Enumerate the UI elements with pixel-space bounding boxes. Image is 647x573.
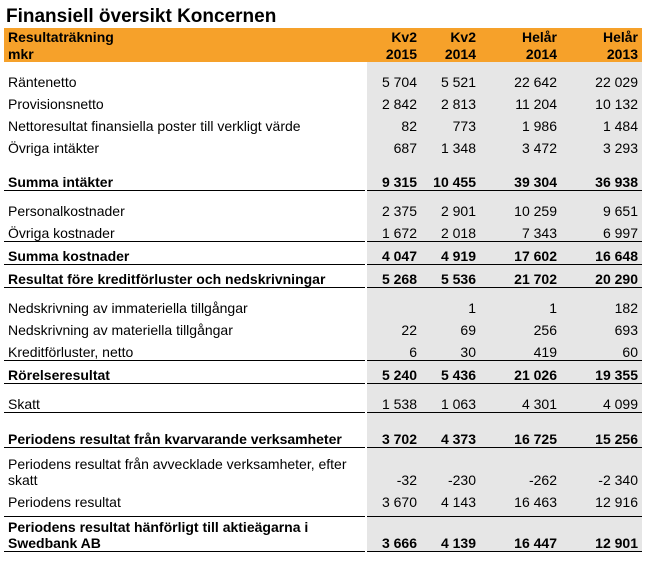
row-value: 2 018 bbox=[421, 219, 480, 242]
row-value: 36 938 bbox=[561, 156, 642, 191]
row-value: 3 472 bbox=[480, 134, 561, 156]
row-value: 5 536 bbox=[421, 265, 480, 288]
row-value: 1 bbox=[480, 294, 561, 316]
header-label: Resultaträkning bbox=[4, 28, 366, 45]
table-row bbox=[4, 134, 642, 156]
row-label: Nettoresultat finansiella poster till verkligt värde bbox=[8, 118, 301, 134]
row-label: Skatt bbox=[8, 396, 40, 412]
row-value: 21 026 bbox=[480, 361, 561, 384]
row-value: 1 538 bbox=[366, 390, 421, 413]
row-value: 1 bbox=[421, 294, 480, 316]
row-value: 6 997 bbox=[561, 219, 642, 242]
row-value: 39 304 bbox=[480, 156, 561, 191]
table-row bbox=[4, 488, 642, 510]
table-row bbox=[4, 197, 642, 219]
header-col-4: Helår bbox=[561, 28, 642, 45]
row-value: 419 bbox=[480, 338, 561, 361]
row-label: Övriga intäkter bbox=[8, 140, 100, 156]
row-value: 687 bbox=[366, 134, 421, 156]
row-label: Summa kostnader bbox=[4, 242, 366, 265]
table-row bbox=[4, 517, 642, 552]
row-value: 4 919 bbox=[421, 242, 480, 265]
row-value: 693 bbox=[561, 316, 642, 338]
row-value: 30 bbox=[421, 338, 480, 361]
table-row bbox=[4, 338, 642, 361]
table-row bbox=[4, 112, 642, 134]
row-value: 1 484 bbox=[561, 112, 642, 134]
table-row bbox=[4, 265, 642, 288]
row-value: 5 704 bbox=[366, 68, 421, 90]
row-value: 1 348 bbox=[421, 134, 480, 156]
row-value: 12 916 bbox=[561, 488, 642, 510]
row-value: 9 315 bbox=[366, 156, 421, 191]
table-row bbox=[4, 219, 642, 242]
row-value: 4 143 bbox=[421, 488, 480, 510]
row-value: 2 842 bbox=[366, 90, 421, 112]
header-year-3: 2014 bbox=[480, 45, 561, 62]
header-row-year bbox=[4, 45, 642, 62]
row-label: Resultat före kreditförluster och nedskrivningar bbox=[4, 265, 366, 288]
row-value: 182 bbox=[561, 294, 642, 316]
row-value: 16 463 bbox=[480, 488, 561, 510]
row-label: Periodens resultat från kvarvarande verksamheter bbox=[4, 413, 366, 448]
row-value: -32 bbox=[366, 454, 421, 488]
row-value: 773 bbox=[421, 112, 480, 134]
row-value: 5 436 bbox=[421, 361, 480, 384]
row-value: 2 901 bbox=[421, 197, 480, 219]
row-value bbox=[366, 294, 421, 316]
header-year-1: 2015 bbox=[366, 45, 421, 62]
row-value: 19 355 bbox=[561, 361, 642, 384]
row-value: 69 bbox=[421, 316, 480, 338]
row-value: 1 672 bbox=[366, 219, 421, 242]
row-value: 3 702 bbox=[366, 413, 421, 448]
row-value: 3 670 bbox=[366, 488, 421, 510]
row-value: 11 204 bbox=[480, 90, 561, 112]
row-value: 2 813 bbox=[421, 90, 480, 112]
row-value: 1 063 bbox=[421, 390, 480, 413]
row-value: -230 bbox=[421, 454, 480, 488]
row-value: 2 375 bbox=[366, 197, 421, 219]
row-value: -2 340 bbox=[561, 454, 642, 488]
table-row bbox=[4, 390, 642, 413]
row-value: 20 290 bbox=[561, 265, 642, 288]
row-value: 7 343 bbox=[480, 219, 561, 242]
row-value: 16 447 bbox=[480, 517, 561, 552]
header-col-3: Helår bbox=[480, 28, 561, 45]
row-value: 6 bbox=[366, 338, 421, 361]
row-value: 10 259 bbox=[480, 197, 561, 219]
row-value: 5 240 bbox=[366, 361, 421, 384]
row-value: 15 256 bbox=[561, 413, 642, 448]
row-value: 3 666 bbox=[366, 517, 421, 552]
row-value: 60 bbox=[561, 338, 642, 361]
row-value: 4 373 bbox=[421, 413, 480, 448]
row-value: 5 521 bbox=[421, 68, 480, 90]
row-value: 10 132 bbox=[561, 90, 642, 112]
table-row bbox=[4, 294, 642, 316]
table-body bbox=[4, 68, 642, 552]
table-row bbox=[4, 242, 642, 265]
table-row bbox=[4, 90, 642, 112]
row-value: 3 293 bbox=[561, 134, 642, 156]
row-value: 5 268 bbox=[366, 265, 421, 288]
row-value: 82 bbox=[366, 112, 421, 134]
table-row bbox=[4, 454, 642, 488]
table-row bbox=[4, 68, 642, 90]
row-value: 10 455 bbox=[421, 156, 480, 191]
header-year-2: 2014 bbox=[421, 45, 480, 62]
header-year-4: 2013 bbox=[561, 45, 642, 62]
row-value: 22 bbox=[366, 316, 421, 338]
row-label: Rörelseresultat bbox=[4, 361, 366, 384]
row-value: -262 bbox=[480, 454, 561, 488]
row-label: Periodens resultat hänförligt till aktieägarna i Swedbank AB bbox=[4, 517, 366, 552]
row-value: 16 648 bbox=[561, 242, 642, 265]
row-label: Nedskrivning av immateriella tillgångar bbox=[8, 300, 248, 316]
row-value: 12 901 bbox=[561, 517, 642, 552]
header-col-2: Kv2 bbox=[421, 28, 480, 45]
row-value: 4 139 bbox=[421, 517, 480, 552]
row-label: Periodens resultat från avvecklade verksamheter, efter skatt bbox=[8, 456, 347, 488]
row-value: 22 642 bbox=[480, 68, 561, 90]
row-value: 17 602 bbox=[480, 242, 561, 265]
row-label: Personalkostnader bbox=[8, 203, 125, 219]
income-statement-table bbox=[4, 28, 642, 552]
row-label: Periodens resultat bbox=[8, 494, 121, 510]
row-label: Provisionsnetto bbox=[8, 96, 104, 112]
row-value: 256 bbox=[480, 316, 561, 338]
row-value: 16 725 bbox=[480, 413, 561, 448]
header-row-period bbox=[4, 28, 642, 45]
header-unit: mkr bbox=[4, 45, 366, 62]
table-row bbox=[4, 156, 642, 191]
row-value: 1 986 bbox=[480, 112, 561, 134]
table-row bbox=[4, 361, 642, 384]
row-value: 4 047 bbox=[366, 242, 421, 265]
row-label: Räntenetto bbox=[8, 74, 77, 90]
row-label: Kreditförluster, netto bbox=[8, 344, 134, 360]
row-value: 4 099 bbox=[561, 390, 642, 413]
header-col-1: Kv2 bbox=[366, 28, 421, 45]
row-label: Nedskrivning av materiella tillgångar bbox=[8, 322, 233, 338]
table-row bbox=[4, 316, 642, 338]
table-row bbox=[4, 413, 642, 448]
row-value: 4 301 bbox=[480, 390, 561, 413]
row-value: 9 651 bbox=[561, 197, 642, 219]
page-title: Finansiell översikt Koncernen bbox=[6, 6, 277, 27]
row-label: Summa intäkter bbox=[4, 156, 366, 191]
row-value: 21 702 bbox=[480, 265, 561, 288]
row-value: 22 029 bbox=[561, 68, 642, 90]
row-label: Övriga kostnader bbox=[8, 225, 115, 241]
